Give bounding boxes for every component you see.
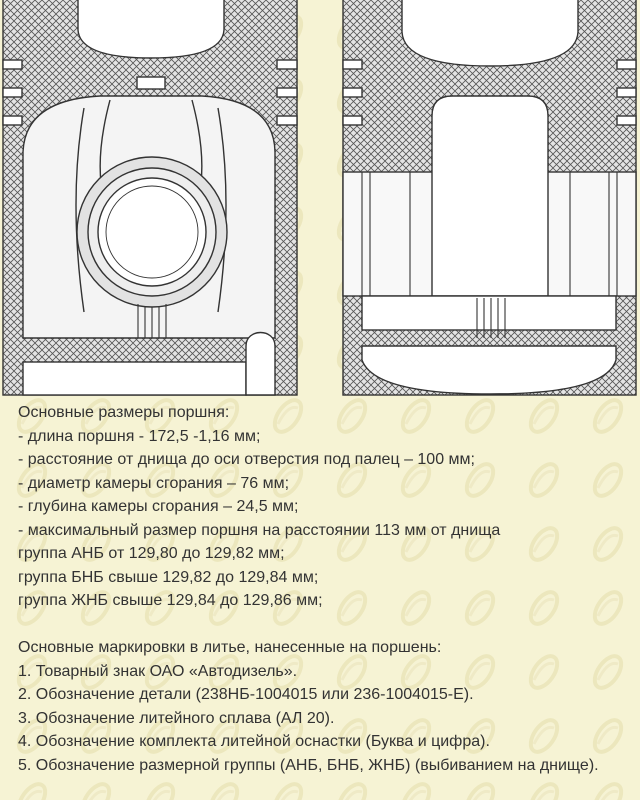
marking-line: 5. Обозначение размерной группы (АНБ, БНБ, ЖНБ) (выбиванием на днище). xyxy=(18,756,599,774)
markings-heading: Основные маркировки в литье, нанесенные на поршень: xyxy=(18,639,442,656)
lower-cavity xyxy=(362,296,616,330)
combustion-bowl xyxy=(78,0,224,58)
dimensions-section xyxy=(18,401,599,613)
spec-text xyxy=(18,401,599,777)
piston-section-right xyxy=(343,0,636,395)
combustion-bowl xyxy=(402,0,578,66)
markings-section xyxy=(18,636,599,777)
spec-line: группа ЖНБ свыше 129,84 до 129,86 мм; xyxy=(18,592,323,609)
crown-notch xyxy=(137,77,165,89)
spec-line: группа АНБ от 129,80 до 129,82 мм; xyxy=(18,545,285,562)
dimensions-heading: Основные размеры поршня: xyxy=(18,404,230,421)
spec-line: - глубина камеры сгорания – 24,5 мм; xyxy=(18,498,299,515)
marking-line: 4. Обозначение комплекта литейной оснастки (Буква и цифра). xyxy=(18,733,490,750)
spec-line: - диаметр камеры сгорания – 76 мм; xyxy=(18,474,290,492)
skirt-bottom-opening xyxy=(23,362,246,395)
piston-section-left xyxy=(3,0,297,395)
pin-hole xyxy=(98,178,206,286)
spec-line: - длина поршня - 172,5 -1,16 мм; xyxy=(18,427,261,445)
spec-line: - расстояние от днища до оси отверстия под палец – 100 мм; xyxy=(18,451,475,468)
spec-line: - максимальный размер поршня на расстоянии 113 мм от днища xyxy=(18,521,501,539)
marking-line: 3. Обозначение литейного сплава (АЛ 20). xyxy=(18,709,335,727)
pin-boss xyxy=(77,157,227,307)
spec-line: группа БНБ свыше 129,82 до 129,84 мм; xyxy=(18,568,319,586)
marking-line: 1. Товарный знак ОАО «Автодизель». xyxy=(18,662,298,680)
skirt-cutout xyxy=(246,333,275,396)
central-column xyxy=(432,96,548,296)
marking-line: 2. Обозначение детали (238НБ-1004015 или 236-1004015-Е). xyxy=(18,686,474,703)
piston-drawings xyxy=(0,0,640,398)
